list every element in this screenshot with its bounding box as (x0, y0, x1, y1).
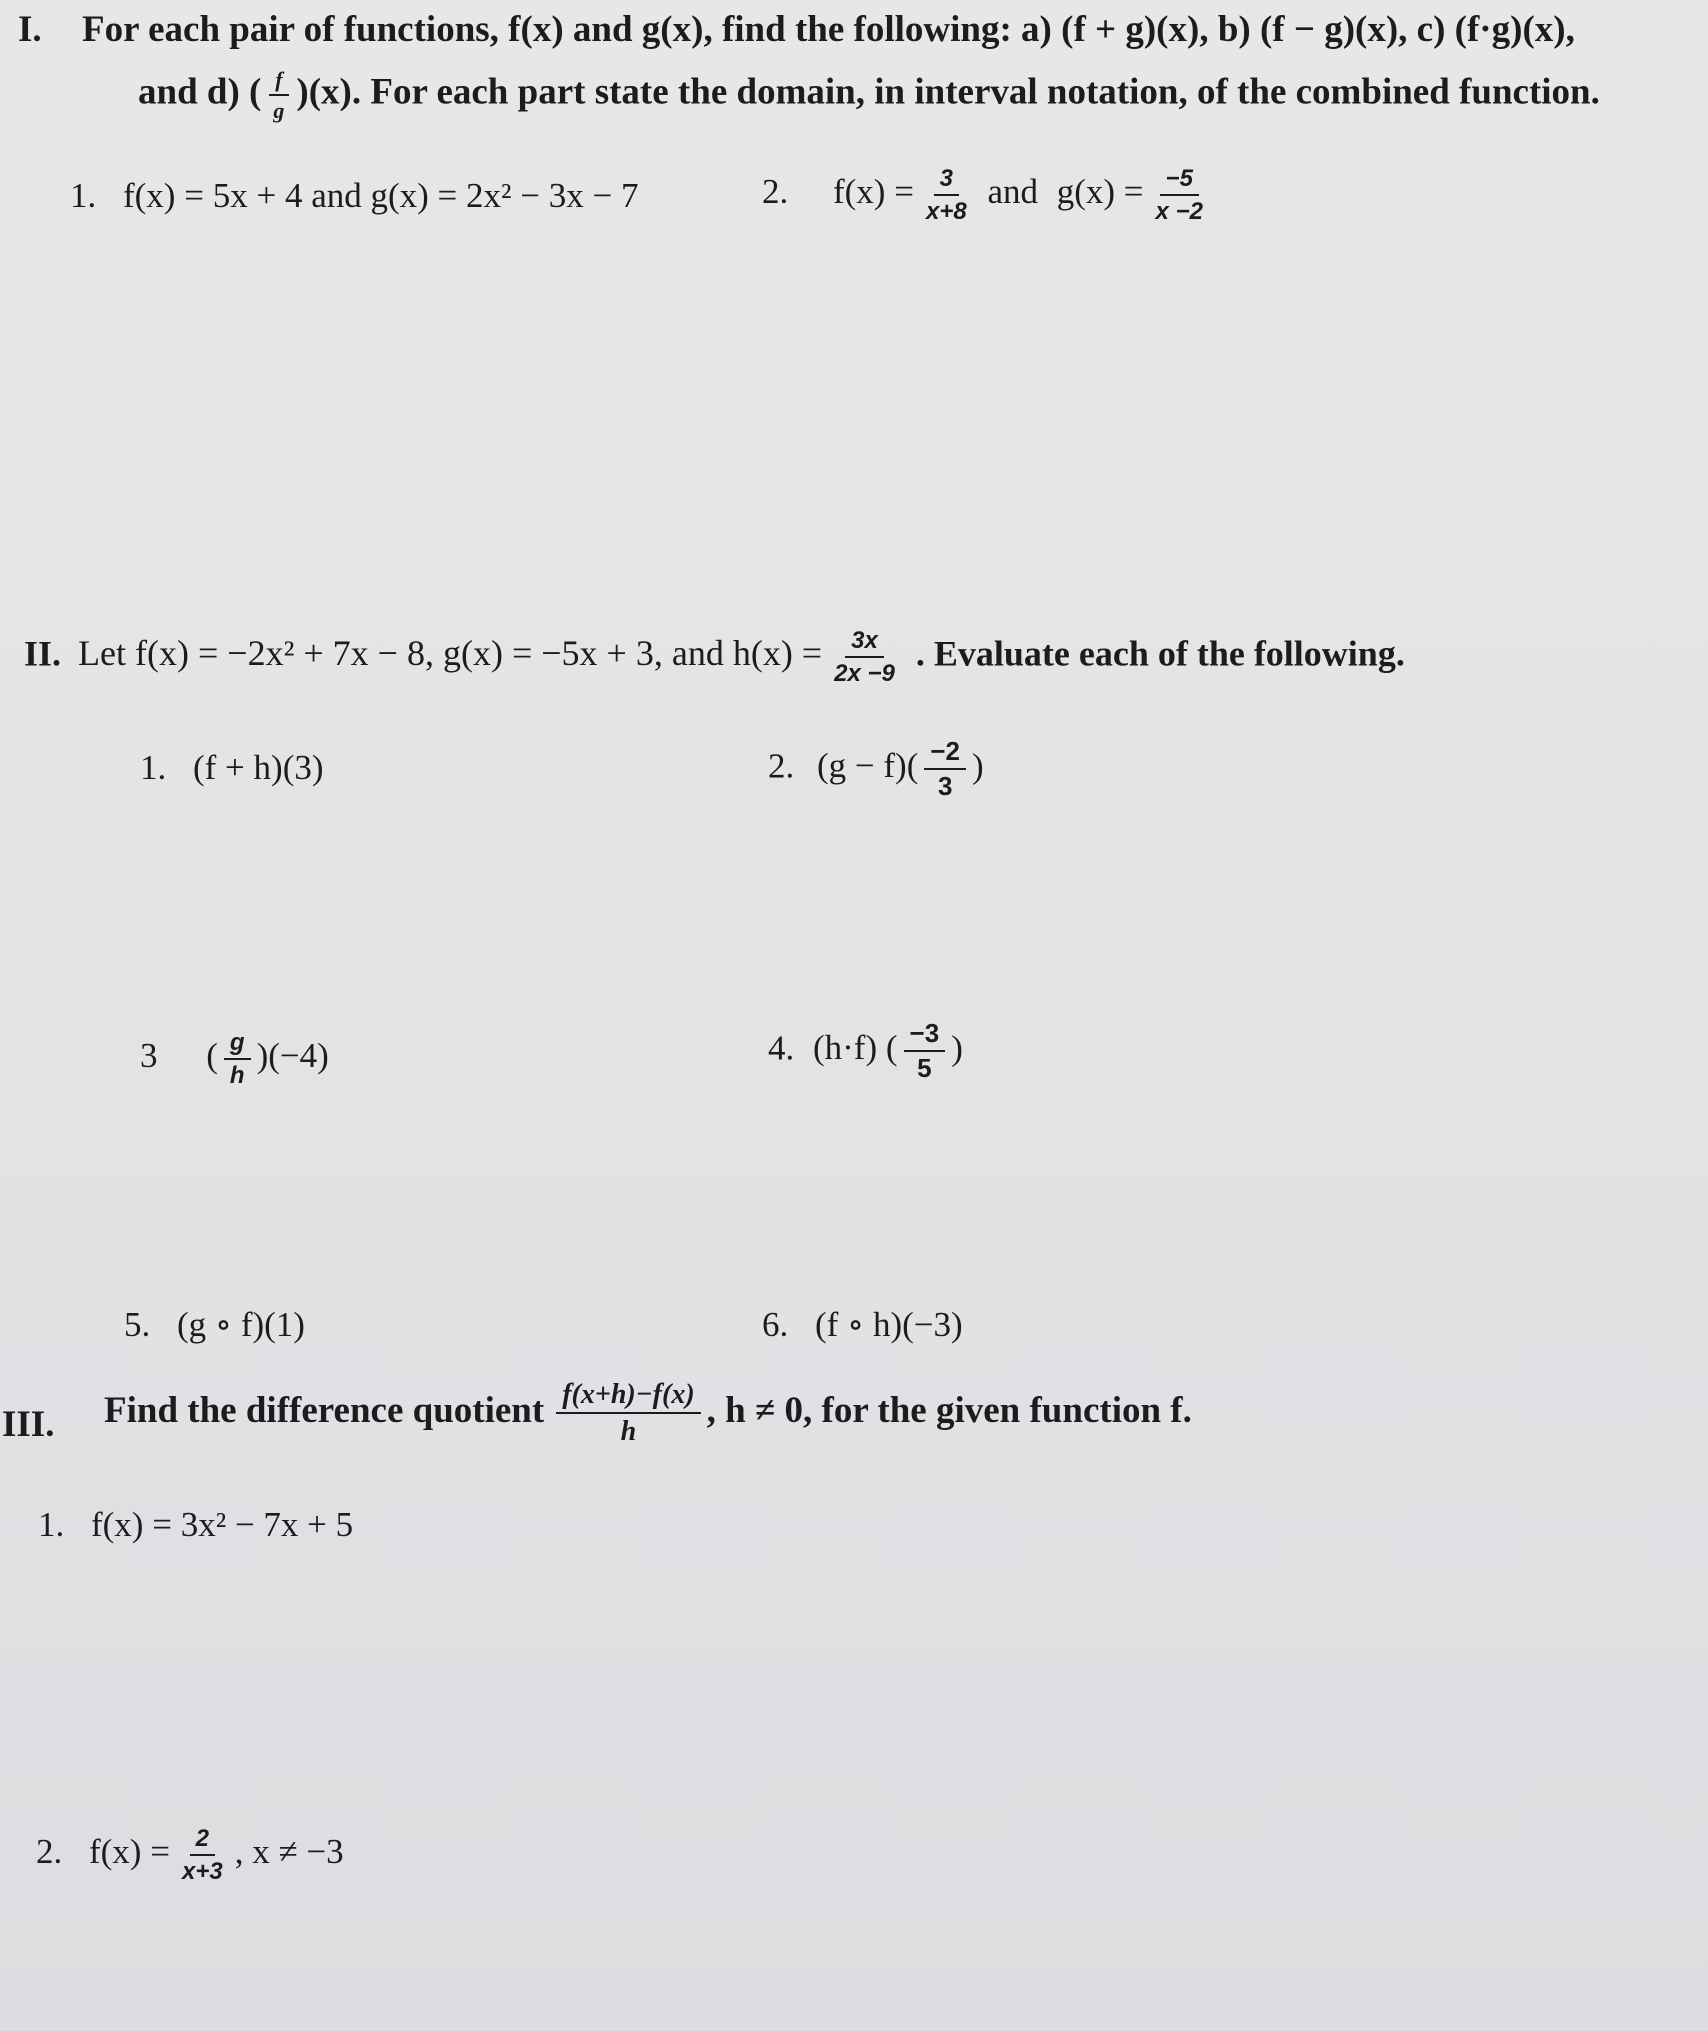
item-fraction (904, 1020, 946, 1083)
section-2-item-1 (140, 748, 324, 788)
difference-quotient-numerator: f(x+h)−f(x) (556, 1380, 700, 1414)
section-3-instruction-suffix: , h ≠ 0, for the given function f. (706, 1389, 1192, 1431)
section-1-instruction-line2 (138, 68, 1600, 122)
section-1-roman: I. (18, 9, 42, 50)
section-1-item-1 (70, 176, 639, 216)
item-expression-suffix: , x ≠ −3 (234, 1832, 344, 1872)
fraction-denominator: x+3 (181, 1858, 223, 1886)
fraction-denominator: h (229, 1062, 245, 1090)
item-expression-prefix: f(x) = (89, 1832, 170, 1872)
section-2-heading (24, 628, 1405, 686)
fraction-numerator: 2 (190, 1826, 215, 1856)
item-text: (g ∘ f)(1) (177, 1305, 305, 1344)
item-fraction (176, 1826, 229, 1884)
difference-quotient-denominator: h (620, 1416, 637, 1448)
section-2-item-4 (768, 1020, 963, 1083)
section-3-item-2 (36, 1826, 344, 1884)
section-3-roman: III. (2, 1404, 55, 1445)
item-number: 1. (70, 176, 97, 215)
g-fraction (1150, 166, 1209, 224)
g-denominator: x −2 (1155, 198, 1203, 226)
item-expression-suffix: ) (951, 1028, 963, 1068)
h-denominator: 2x −9 (834, 660, 895, 688)
item-number: 2. (768, 746, 795, 786)
item-number: 1. (140, 748, 167, 787)
f-fraction (920, 166, 973, 224)
f-over-g-fraction (267, 68, 290, 122)
section-2-definitions: Let f(x) = −2x² + 7x − 8, g(x) = −5x + 3, and h(x) = (78, 633, 823, 674)
section-3-heading (104, 1380, 1192, 1447)
section-3-item-1 (38, 1505, 353, 1545)
h-numerator: 3x (845, 628, 884, 658)
item-number: 2. (762, 172, 789, 212)
section-1-instruction-line1: For each pair of functions, f(x) and g(x), find the following: a) (f + g)(x), b) (f − g)(x), c) (f·g)(x), (82, 9, 1575, 50)
section-2-item-5 (124, 1305, 305, 1345)
section-3-instruction-prefix: Find the difference quotient (104, 1389, 545, 1431)
fraction-numerator: g (224, 1030, 251, 1060)
item-fraction (224, 1030, 251, 1088)
item-text: f(x) = 3x² − 7x + 5 (91, 1505, 354, 1544)
and-word: and (987, 172, 1038, 212)
item-expression-prefix: (g − f)( (817, 746, 919, 786)
item-number: 3 (140, 1036, 158, 1076)
difference-quotient-fraction (556, 1380, 700, 1447)
item-number: 4. (768, 1028, 795, 1068)
item-expression-prefix: ( (206, 1036, 218, 1076)
g-definition-label: g(x) = (1056, 172, 1144, 212)
item-text: f(x) = 5x + 4 and g(x) = 2x² − 3x − 7 (123, 176, 639, 215)
item-text: (f ∘ h)(−3) (815, 1305, 963, 1344)
item-fraction (924, 738, 966, 801)
item-expression-suffix: ) (972, 746, 984, 786)
item-text: (f + h)(3) (193, 748, 324, 787)
f-over-g-numerator: f (269, 68, 288, 96)
item-number: 1. (38, 1505, 65, 1544)
section-2-instruction: . Evaluate each of the following. (915, 633, 1405, 674)
f-over-g-denominator: g (273, 98, 285, 124)
item-number: 5. (124, 1305, 151, 1344)
section-2-item-3 (140, 1030, 329, 1088)
fraction-denominator: 5 (917, 1053, 932, 1084)
item-expression-prefix: (h·f) ( (813, 1028, 898, 1068)
item-expression-suffix: )(−4) (256, 1036, 329, 1076)
f-denominator: x+8 (925, 198, 967, 226)
item-number: 6. (762, 1305, 789, 1344)
g-numerator: −5 (1160, 166, 1199, 196)
item-number: 2. (36, 1832, 63, 1872)
section-2-item-6 (762, 1305, 963, 1345)
instruction-line2-suffix: )(x). For each part state the domain, in interval notation, of the combined function. (296, 71, 1600, 113)
f-definition-label: f(x) = (833, 172, 914, 212)
h-fraction (828, 628, 901, 686)
fraction-numerator: −3 (904, 1020, 946, 1052)
section-2-item-2 (768, 738, 984, 801)
instruction-line2-prefix: and d) ( (138, 71, 262, 113)
f-numerator: 3 (934, 166, 959, 196)
fraction-numerator: −2 (924, 738, 966, 770)
section-2-roman: II. (24, 633, 62, 674)
fraction-denominator: 3 (937, 771, 953, 802)
section-1-item-2 (762, 166, 1215, 224)
